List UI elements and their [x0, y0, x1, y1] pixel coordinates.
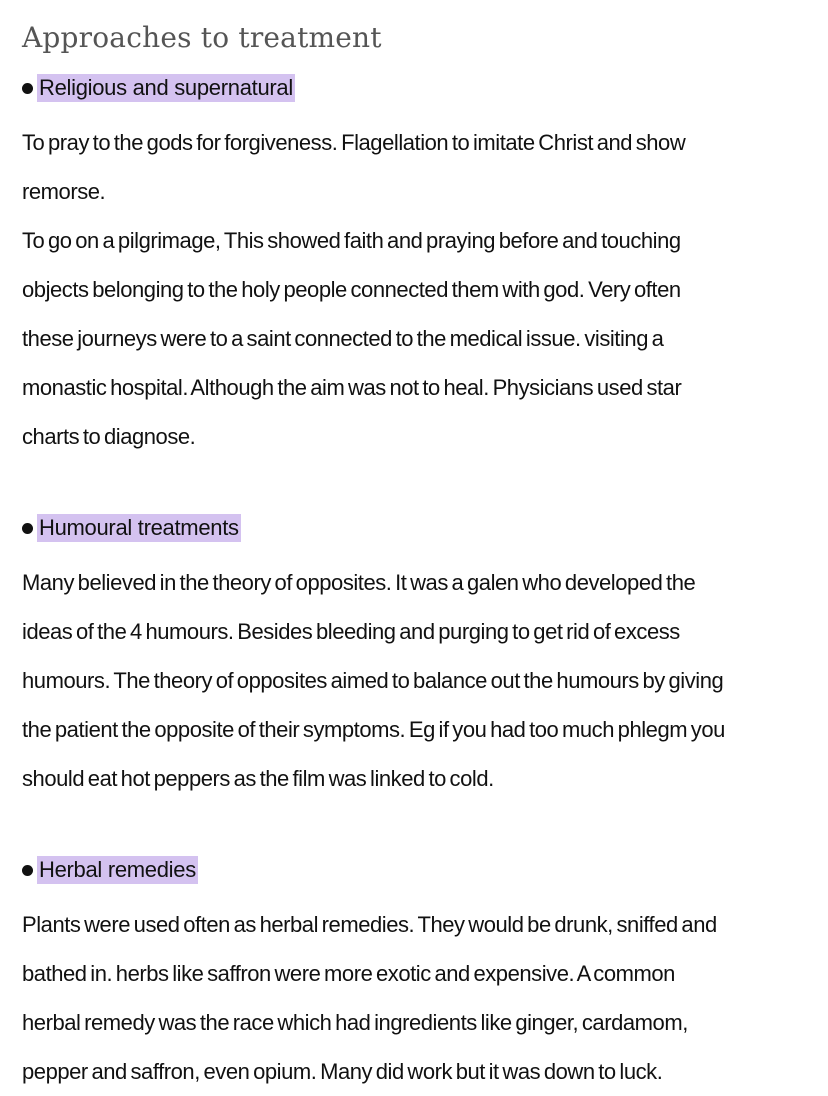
bullet-icon: [22, 865, 33, 876]
paragraph-line: Many believed in the theory of opposites. It was a galen who developed the: [22, 570, 696, 595]
paragraph-line: objects belonging to the holy people connected them with god. Very often: [22, 277, 681, 302]
section-religious-and-supernatural: [22, 70, 806, 461]
bullet-icon: [22, 83, 33, 94]
paragraph-line: herbal remedy was the race which had ingredients like ginger, cardamom,: [22, 1010, 688, 1035]
paragraph-line: bathed in. herbs like saffron were more exotic and expensive. A common: [22, 961, 675, 986]
paragraph-line: should eat hot peppers as the film was linked to cold.: [22, 766, 494, 791]
page-title: Approaches to treatment: [22, 21, 382, 54]
paragraph-line: humours. The theory of opposites aimed to balance out the humours by giving: [22, 668, 724, 693]
paragraph-line: monastic hospital. Although the aim was not to heal. Physicians used star: [22, 375, 682, 400]
paragraph-line: To pray to the gods for forgiveness. Flagellation to imitate Christ and show: [22, 130, 686, 155]
section-heading-text: Religious and supernatural: [39, 75, 293, 100]
paragraph-line: ideas of the 4 humours. Besides bleeding and purging to get rid of excess: [22, 619, 680, 644]
paragraph-line: To go on a pilgrimage, This showed faith and praying before and touching: [22, 228, 681, 253]
section-heading: [22, 510, 806, 546]
section-humoural-treatments: [22, 510, 806, 803]
paragraph-line: the patient the opposite of their symptoms. Eg if you had too much phlegm you: [22, 717, 725, 742]
section-heading-text: Humoural treatments: [39, 515, 239, 540]
paragraph-line: these journeys were to a saint connected to the medical issue. visiting a: [22, 326, 664, 351]
paragraph-line: Plants were used often as herbal remedies. They would be drunk, sniffed and: [22, 912, 717, 937]
paragraph-line: remorse.: [22, 179, 106, 204]
paragraph-line: pepper and saffron, even opium. Many did work but it was down to luck.: [22, 1059, 663, 1084]
bullet-icon: [22, 523, 33, 534]
section-heading: [22, 852, 806, 888]
paragraph-line: charts to diagnose.: [22, 424, 196, 449]
section-heading: [22, 70, 806, 106]
section-herbal-remedies: [22, 852, 806, 1096]
section-heading-text: Herbal remedies: [39, 857, 196, 882]
